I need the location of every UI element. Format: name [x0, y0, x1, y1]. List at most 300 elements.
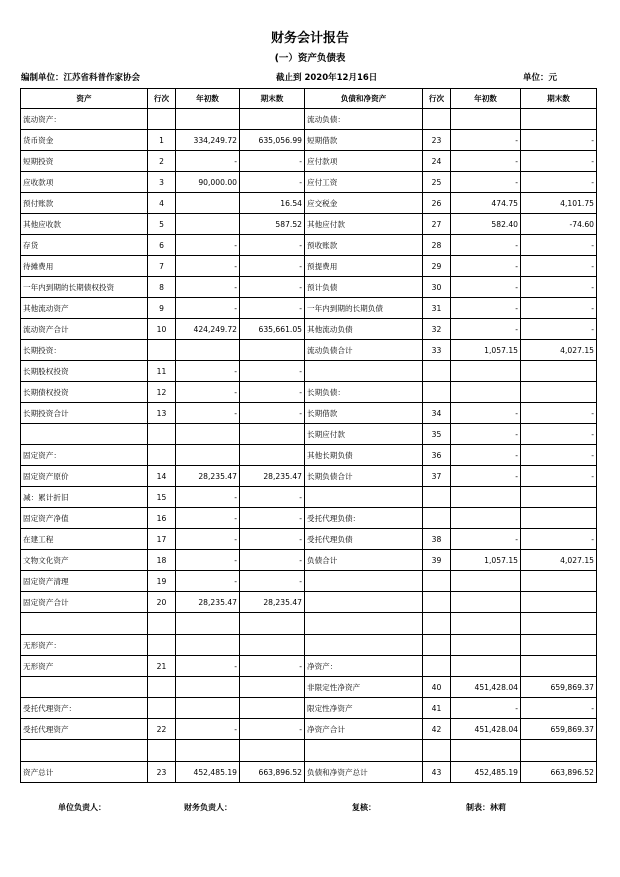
asset-ending: [240, 109, 305, 130]
asset-ending: -: [240, 172, 305, 193]
liability-beginning: [451, 740, 521, 762]
liability-line-no: [423, 635, 451, 656]
liability-ending: [521, 382, 597, 403]
table-row: [21, 571, 597, 592]
liability-beginning: -: [451, 277, 521, 298]
asset-beginning: -: [176, 719, 240, 740]
asset-line-no: [148, 740, 176, 762]
asset-ending: 635,661.05: [240, 319, 305, 340]
asset-line-no: 4: [148, 193, 176, 214]
asset-name: 无形资产: [21, 656, 148, 677]
asset-ending: -: [240, 277, 305, 298]
liability-beginning: -: [451, 130, 521, 151]
asset-ending: -: [240, 487, 305, 508]
asset-line-no: 1: [148, 130, 176, 151]
asset-name: 应收款项: [21, 172, 148, 193]
liability-name: 限定性净资产: [305, 698, 423, 719]
liability-name: 应交税金: [305, 193, 423, 214]
liability-beginning: [451, 109, 521, 130]
asset-name: 资产总计: [21, 762, 148, 783]
asset-beginning: -: [176, 403, 240, 424]
asset-line-no: 10: [148, 319, 176, 340]
asset-beginning: [176, 445, 240, 466]
table-row: [21, 445, 597, 466]
liability-ending: [521, 109, 597, 130]
liability-beginning: -: [451, 424, 521, 445]
asset-name: 固定资产：: [21, 445, 148, 466]
liability-line-no: [423, 487, 451, 508]
asset-ending: -: [240, 382, 305, 403]
liability-beginning: [451, 613, 521, 635]
liability-beginning: [451, 508, 521, 529]
liability-line-no: 26: [423, 193, 451, 214]
asset-line-no: 18: [148, 550, 176, 571]
liability-name: 预计负债: [305, 277, 423, 298]
liability-name: [305, 613, 423, 635]
table-row: [21, 319, 597, 340]
asset-line-no: 3: [148, 172, 176, 193]
liability-name: 净资产合计: [305, 719, 423, 740]
liability-ending: -: [521, 319, 597, 340]
table-row: [21, 109, 597, 130]
table-row: [21, 403, 597, 424]
asset-beginning: -: [176, 382, 240, 403]
liability-beginning: 474.75: [451, 193, 521, 214]
asset-ending: -: [240, 298, 305, 319]
asset-name: [21, 424, 148, 445]
asset-beginning: [176, 613, 240, 635]
asset-beginning: -: [176, 298, 240, 319]
asset-ending: -: [240, 151, 305, 172]
asset-ending: -: [240, 719, 305, 740]
liability-line-no: 30: [423, 277, 451, 298]
liability-name: 一年内到期的长期负债: [305, 298, 423, 319]
asset-name: [21, 740, 148, 762]
asset-ending: [240, 677, 305, 698]
asset-beginning: [176, 214, 240, 235]
asset-line-no: 12: [148, 382, 176, 403]
asset-name: 预付账款: [21, 193, 148, 214]
asset-name: 货币资金: [21, 130, 148, 151]
asset-ending: [240, 635, 305, 656]
liability-line-no: 40: [423, 677, 451, 698]
asset-name: 长期投资：: [21, 340, 148, 361]
asset-ending: -: [240, 508, 305, 529]
liability-line-no: 39: [423, 550, 451, 571]
liability-ending: [521, 740, 597, 762]
liability-name: [305, 361, 423, 382]
asset-beginning: [176, 424, 240, 445]
asset-ending: [240, 740, 305, 762]
liability-name: 负债和净资产总计: [305, 762, 423, 783]
liability-beginning: -: [451, 172, 521, 193]
header-beginning: 年初数: [176, 89, 240, 109]
table-row: [21, 256, 597, 277]
asset-line-no: 22: [148, 719, 176, 740]
report-title: 财务会计报告: [270, 31, 349, 46]
table-row: [21, 487, 597, 508]
footer-preparer: 制表：林莉: [466, 803, 506, 812]
table-row: [21, 656, 597, 677]
asset-beginning: [176, 635, 240, 656]
asset-ending: 587.52: [240, 214, 305, 235]
liability-line-no: 31: [423, 298, 451, 319]
liability-beginning: -: [451, 235, 521, 256]
liability-beginning: 452,485.19: [451, 762, 521, 783]
liability-name: 受托代理负债: [305, 529, 423, 550]
liability-beginning: [451, 635, 521, 656]
liability-name: [305, 571, 423, 592]
table-row: [21, 698, 597, 719]
asset-beginning: -: [176, 656, 240, 677]
table-row: [21, 466, 597, 487]
table-row: [21, 214, 597, 235]
liability-line-no: 28: [423, 235, 451, 256]
table-row: [21, 340, 597, 361]
liability-beginning: [451, 361, 521, 382]
liability-line-no: 24: [423, 151, 451, 172]
liability-ending: [521, 361, 597, 382]
liability-ending: -: [521, 172, 597, 193]
asset-beginning: -: [176, 151, 240, 172]
asset-line-no: 6: [148, 235, 176, 256]
liability-name: 应付工资: [305, 172, 423, 193]
header-ending: 期末数: [240, 89, 305, 109]
asset-beginning: -: [176, 277, 240, 298]
asset-ending: [240, 340, 305, 361]
liability-line-no: 32: [423, 319, 451, 340]
liability-name: 预提费用: [305, 256, 423, 277]
liability-line-no: 37: [423, 466, 451, 487]
liability-name: 长期负债合计: [305, 466, 423, 487]
liability-line-no: [423, 382, 451, 403]
asset-beginning: -: [176, 529, 240, 550]
table-row: [21, 298, 597, 319]
liability-line-no: 38: [423, 529, 451, 550]
asset-beginning: [176, 740, 240, 762]
liability-name: 长期负债：: [305, 382, 423, 403]
asset-line-no: [148, 635, 176, 656]
liability-line-no: 27: [423, 214, 451, 235]
table-row: [21, 361, 597, 382]
asset-ending: -: [240, 361, 305, 382]
report-subtitle: (一）资产负债表: [274, 53, 346, 64]
liability-ending: 659,869.37: [521, 719, 597, 740]
liability-beginning: 451,428.04: [451, 677, 521, 698]
liability-beginning: 451,428.04: [451, 719, 521, 740]
liability-line-no: 41: [423, 698, 451, 719]
table-row: [21, 613, 597, 635]
table-row: [21, 172, 597, 193]
asset-line-no: 17: [148, 529, 176, 550]
asset-name: 长期股权投资: [21, 361, 148, 382]
asset-beginning: 334,249.72: [176, 130, 240, 151]
asset-line-no: [148, 677, 176, 698]
table-row: [21, 130, 597, 151]
liability-line-no: 36: [423, 445, 451, 466]
footer-unit-head: 单位负责人：: [58, 803, 106, 812]
liability-ending: -: [521, 277, 597, 298]
asset-line-no: [148, 109, 176, 130]
liability-ending: [521, 508, 597, 529]
liability-name: 受托代理负债：: [305, 508, 423, 529]
asset-ending: -: [240, 235, 305, 256]
footer-finance-head: 财务负责人：: [184, 803, 232, 812]
asset-line-no: 15: [148, 487, 176, 508]
asset-name: 长期投资合计: [21, 403, 148, 424]
asset-ending: 663,896.52: [240, 762, 305, 783]
liability-name: [305, 487, 423, 508]
asset-name: 存货: [21, 235, 148, 256]
asset-name: 受托代理资产: [21, 719, 148, 740]
asset-line-no: 20: [148, 592, 176, 613]
asset-name: 无形资产：: [21, 635, 148, 656]
liability-line-no: 42: [423, 719, 451, 740]
liability-ending: 659,869.37: [521, 677, 597, 698]
table-row: [21, 277, 597, 298]
liability-ending: -: [521, 529, 597, 550]
table-row: [21, 235, 597, 256]
table-row: [21, 635, 597, 656]
liability-beginning: -: [451, 529, 521, 550]
liability-beginning: -: [451, 466, 521, 487]
liability-line-no: [423, 361, 451, 382]
liability-line-no: [423, 656, 451, 677]
liability-beginning: -: [451, 445, 521, 466]
asset-name: 文物文化资产: [21, 550, 148, 571]
liability-name: 其他应付款: [305, 214, 423, 235]
table-header-row: [21, 89, 597, 109]
asset-line-no: 21: [148, 656, 176, 677]
asset-ending: [240, 698, 305, 719]
asset-name: 减：累计折旧: [21, 487, 148, 508]
asset-line-no: 7: [148, 256, 176, 277]
asset-name: [21, 613, 148, 635]
asset-line-no: 2: [148, 151, 176, 172]
asset-beginning: [176, 340, 240, 361]
liability-ending: [521, 613, 597, 635]
liability-ending: [521, 592, 597, 613]
liability-beginning: [451, 656, 521, 677]
asset-name: 在建工程: [21, 529, 148, 550]
asset-name: 固定资产净值: [21, 508, 148, 529]
liability-ending: [521, 656, 597, 677]
liability-name: 长期应付款: [305, 424, 423, 445]
asset-line-no: [148, 698, 176, 719]
asset-ending: -: [240, 571, 305, 592]
asset-beginning: [176, 677, 240, 698]
asset-beginning: -: [176, 550, 240, 571]
liability-line-no: [423, 508, 451, 529]
liability-ending: -: [521, 256, 597, 277]
asset-line-no: [148, 613, 176, 635]
asset-name: 长期债权投资: [21, 382, 148, 403]
table-row: [21, 508, 597, 529]
liability-beginning: -: [451, 403, 521, 424]
liability-ending: -74.60: [521, 214, 597, 235]
liability-beginning: -: [451, 256, 521, 277]
asset-line-no: 9: [148, 298, 176, 319]
liability-beginning: -: [451, 698, 521, 719]
asset-beginning: -: [176, 508, 240, 529]
header-ending: 期末数: [521, 89, 597, 109]
liability-name: 预收账款: [305, 235, 423, 256]
liability-line-no: [423, 613, 451, 635]
asset-beginning: 90,000.00: [176, 172, 240, 193]
table-row: [21, 762, 597, 783]
liability-line-no: 29: [423, 256, 451, 277]
liability-ending: [521, 571, 597, 592]
asset-name: 待摊费用: [21, 256, 148, 277]
liability-beginning: [451, 592, 521, 613]
table-row: [21, 677, 597, 698]
table-row: [21, 592, 597, 613]
liability-beginning: [451, 487, 521, 508]
liability-beginning: 1,057.15: [451, 340, 521, 361]
liability-beginning: 1,057.15: [451, 550, 521, 571]
liability-beginning: -: [451, 298, 521, 319]
asset-ending: 16.54: [240, 193, 305, 214]
liability-line-no: 34: [423, 403, 451, 424]
asset-beginning: 424,249.72: [176, 319, 240, 340]
header-liabilities: 负债和净资产: [305, 89, 423, 109]
asset-name: [21, 677, 148, 698]
liability-ending: 663,896.52: [521, 762, 597, 783]
liability-beginning: 582.40: [451, 214, 521, 235]
asset-line-no: [148, 340, 176, 361]
asset-beginning: 28,235.47: [176, 466, 240, 487]
asset-name: 其他应收款: [21, 214, 148, 235]
liability-line-no: 35: [423, 424, 451, 445]
header-line-no: 行次: [423, 89, 451, 109]
asset-line-no: 19: [148, 571, 176, 592]
table-row: [21, 719, 597, 740]
balance-sheet-table: [20, 88, 597, 783]
asset-line-no: 5: [148, 214, 176, 235]
liability-name: 流动负债合计: [305, 340, 423, 361]
liability-ending: 4,027.15: [521, 550, 597, 571]
asset-beginning: -: [176, 361, 240, 382]
asset-ending: 28,235.47: [240, 466, 305, 487]
liability-name: 其他长期负债: [305, 445, 423, 466]
asset-name: 流动资产合计: [21, 319, 148, 340]
asset-beginning: [176, 193, 240, 214]
liability-name: [305, 635, 423, 656]
liability-ending: -: [521, 151, 597, 172]
asset-line-no: [148, 445, 176, 466]
liability-ending: 4,101.75: [521, 193, 597, 214]
asset-beginning: -: [176, 487, 240, 508]
liability-name: 其他流动负债: [305, 319, 423, 340]
asset-line-no: 8: [148, 277, 176, 298]
liability-beginning: [451, 571, 521, 592]
currency-unit: 单位：元: [523, 73, 558, 83]
header-beginning: 年初数: [451, 89, 521, 109]
liability-ending: [521, 635, 597, 656]
table-row: [21, 529, 597, 550]
liability-line-no: [423, 592, 451, 613]
liability-line-no: 43: [423, 762, 451, 783]
header-assets: 资产: [21, 89, 148, 109]
liability-ending: -: [521, 298, 597, 319]
asset-name: 流动资产：: [21, 109, 148, 130]
liability-beginning: -: [451, 151, 521, 172]
liability-name: [305, 740, 423, 762]
asset-name: 受托代理资产：: [21, 698, 148, 719]
asset-line-no: 14: [148, 466, 176, 487]
liability-name: 净资产：: [305, 656, 423, 677]
liability-name: 非限定性净资产: [305, 677, 423, 698]
asset-ending: -: [240, 656, 305, 677]
asset-name: 固定资产原价: [21, 466, 148, 487]
asset-ending: 635,056.99: [240, 130, 305, 151]
asset-name: 其他流动资产: [21, 298, 148, 319]
preparing-unit: 编制单位：江苏省科普作家协会: [21, 73, 141, 83]
asset-ending: -: [240, 256, 305, 277]
asset-ending: [240, 613, 305, 635]
asset-beginning: -: [176, 235, 240, 256]
liability-name: 长期借款: [305, 403, 423, 424]
table-row: [21, 740, 597, 762]
asset-line-no: [148, 424, 176, 445]
asset-ending: -: [240, 403, 305, 424]
liability-line-no: 25: [423, 172, 451, 193]
table-row: [21, 550, 597, 571]
liability-name: 短期借款: [305, 130, 423, 151]
table-row: [21, 424, 597, 445]
asset-name: 固定资产合计: [21, 592, 148, 613]
asset-ending: [240, 424, 305, 445]
table-row: [21, 151, 597, 172]
liability-name: [305, 592, 423, 613]
asset-ending: 28,235.47: [240, 592, 305, 613]
liability-ending: [521, 487, 597, 508]
liability-beginning: -: [451, 319, 521, 340]
liability-ending: -: [521, 235, 597, 256]
asset-name: 一年内到期的长期债权投资: [21, 277, 148, 298]
asset-beginning: [176, 698, 240, 719]
liability-ending: -: [521, 445, 597, 466]
asset-ending: -: [240, 529, 305, 550]
liability-beginning: [451, 382, 521, 403]
asset-beginning: [176, 109, 240, 130]
liability-line-no: [423, 109, 451, 130]
liability-ending: -: [521, 424, 597, 445]
asset-beginning: -: [176, 571, 240, 592]
liability-name: 流动负债：: [305, 109, 423, 130]
liability-ending: 4,027.15: [521, 340, 597, 361]
asset-ending: [240, 445, 305, 466]
liability-ending: -: [521, 698, 597, 719]
liability-line-no: 23: [423, 130, 451, 151]
asset-line-no: 11: [148, 361, 176, 382]
table-row: [21, 193, 597, 214]
asset-ending: -: [240, 550, 305, 571]
liability-name: 应付款项: [305, 151, 423, 172]
cutoff-date: 截止到 2020年12月16日: [276, 73, 378, 83]
liability-name: 负债合计: [305, 550, 423, 571]
asset-name: 固定资产清理: [21, 571, 148, 592]
asset-beginning: 452,485.19: [176, 762, 240, 783]
asset-line-no: 16: [148, 508, 176, 529]
liability-line-no: [423, 740, 451, 762]
asset-beginning: 28,235.47: [176, 592, 240, 613]
table-row: [21, 382, 597, 403]
asset-line-no: 13: [148, 403, 176, 424]
liability-ending: -: [521, 403, 597, 424]
footer-reviewer: 复核：: [352, 803, 376, 812]
header-line-no: 行次: [148, 89, 176, 109]
